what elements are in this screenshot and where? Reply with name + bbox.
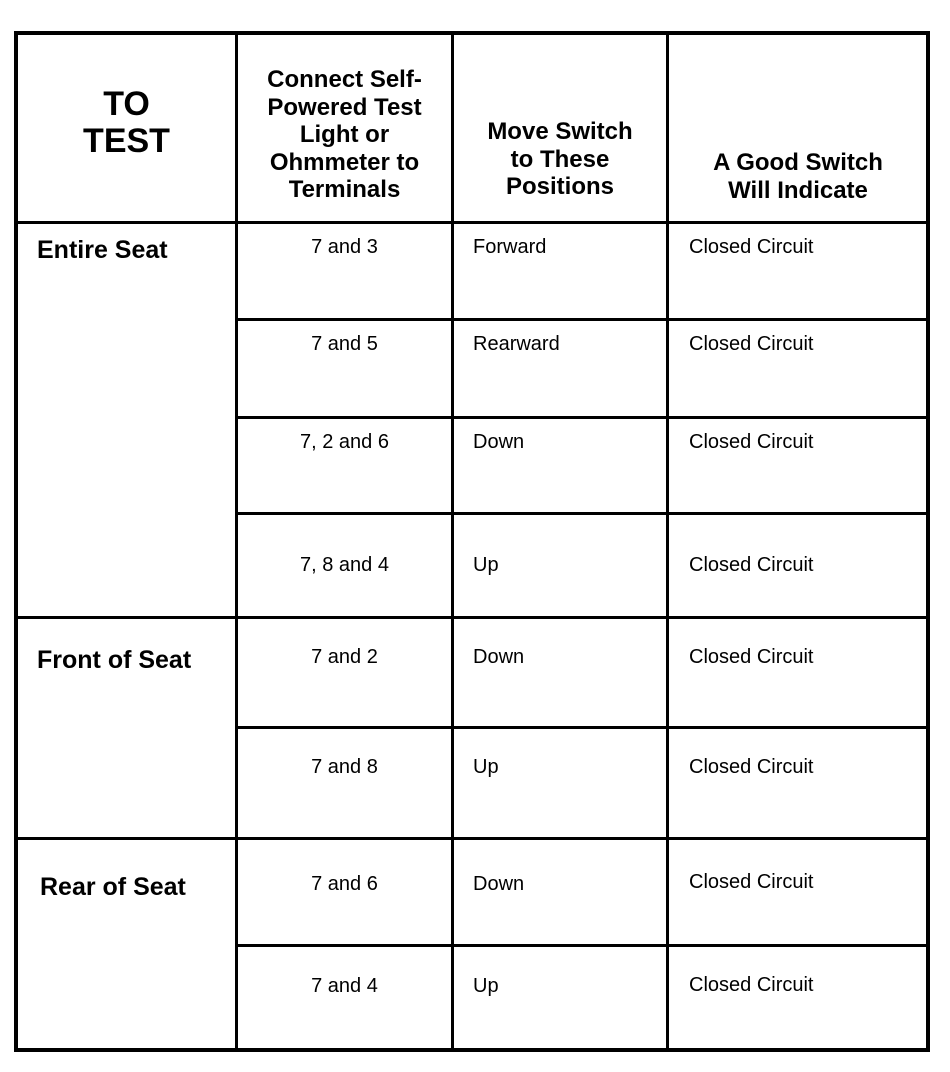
terminals-cell: 7, 2 and 6: [300, 431, 389, 453]
terminals-cell: 7 and 5: [311, 333, 378, 355]
group-label-rear-of-seat: Rear of Seat: [40, 873, 186, 901]
header-to-test: TO TEST: [83, 85, 170, 160]
result-cell: Closed Circuit: [689, 646, 814, 668]
result-cell: Closed Circuit: [689, 236, 814, 258]
header-indicate: A Good Switch Will Indicate: [713, 149, 883, 204]
result-cell: Closed Circuit: [689, 333, 814, 355]
position-cell: Rearward: [473, 333, 560, 355]
row-divider: [236, 726, 928, 729]
result-cell: Closed Circuit: [689, 554, 814, 576]
group-divider: [16, 616, 928, 619]
group-label-entire-seat: Entire Seat: [37, 236, 168, 264]
row-divider: [236, 416, 928, 419]
row-divider: [236, 512, 928, 515]
group-label-front-of-seat: Front of Seat: [37, 646, 192, 674]
position-cell: Up: [473, 554, 499, 576]
header-divider: [16, 221, 928, 224]
result-cell: Closed Circuit: [689, 974, 814, 996]
row-divider: [236, 318, 928, 321]
terminals-cell: 7 and 2: [311, 646, 378, 668]
position-cell: Forward: [473, 236, 547, 258]
header-terminals: Connect Self- Powered Test Light or Ohmmeter to Terminals: [267, 66, 422, 203]
header-positions: Move Switch to These Positions: [487, 118, 633, 200]
result-cell: Closed Circuit: [689, 756, 814, 778]
position-cell: Up: [473, 975, 499, 997]
result-cell: Closed Circuit: [689, 431, 814, 453]
position-cell: Down: [473, 431, 525, 453]
group-divider: [16, 837, 928, 840]
position-cell: Up: [473, 756, 499, 778]
row-divider: [236, 944, 928, 947]
terminals-cell: 7 and 6: [311, 873, 378, 895]
position-cell: Down: [473, 646, 525, 668]
terminals-cell: 7 and 3: [311, 236, 378, 258]
terminals-cell: 7 and 8: [311, 756, 378, 778]
terminals-cell: 7 and 4: [311, 975, 378, 997]
position-cell: Down: [473, 873, 525, 895]
result-cell: Closed Circuit: [689, 871, 814, 893]
terminals-cell: 7, 8 and 4: [300, 554, 389, 576]
